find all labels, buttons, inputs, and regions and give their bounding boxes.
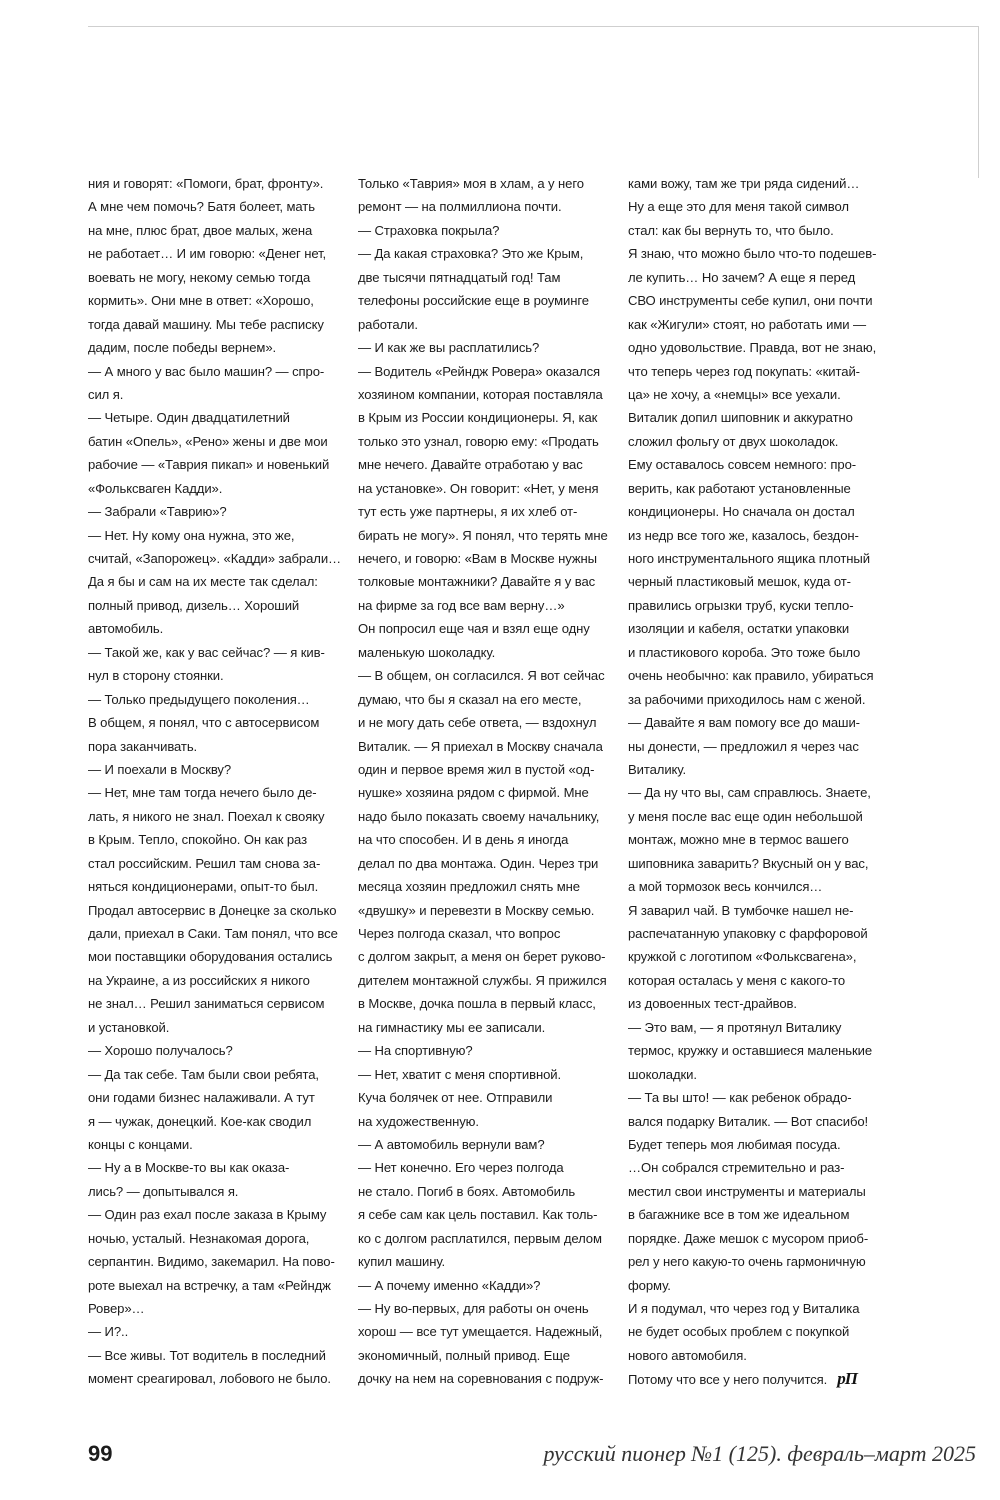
text-line: ного инструментального ящика плотный [628,551,870,566]
text-line: …Он собрался стремительно и раз- [628,1160,845,1176]
text-line: Он попросил еще чая и взял еще одну [358,621,590,637]
text-line: ле купить… Но зачем? А еще я перед [628,269,856,285]
text-line: «Фольксваген Кадди». [88,480,223,496]
text-line: А мне чем помочь? Батя болеет, мать [88,199,315,215]
text-line: пора заканчивать. [88,738,198,754]
text-line: — Да какая страховка? Это же Крым, [358,246,584,262]
text-line: считай, «Запорожец». «Кадди» забрали… [88,551,342,566]
text-column-2 [358,172,620,1391]
text-line: работали. [358,316,418,332]
text-line: рабочие — «Таврия пикап» и новенький [88,457,330,473]
text-line [628,1367,890,1390]
text-line: дадим, после победы вернем». [88,340,277,356]
text-line: Виталик. — Я приехал в Москву сначала [358,738,603,754]
text-line: стал российским. Решил там снова за- [88,855,321,871]
text-line: — Хорошо получалось? [88,1043,233,1059]
text-line: черный пластиковый мешок, куда от- [628,574,851,590]
text-line: и не могу дать себе ответа, — вздохнул [358,715,597,731]
text-line: и установкой. [88,1019,170,1035]
text-line: Будет теперь моя любимая посуда. [628,1136,841,1152]
text-line: за рабочими приходилось нам с женой. [628,691,866,707]
text-line: ремонт — на полмиллиона почти. [358,199,562,215]
text-line: автомобиль. [88,621,164,637]
text-line-content: Потому что все у него получится. [628,1372,828,1388]
text-line: Я заварил чай. В тумбочке нашел не- [628,902,854,918]
text-line: экономичный, полный привод. Еще [358,1347,570,1363]
text-line: Только «Таврия» моя в хлам, а у него [358,176,584,191]
text-line: Продал автосервис в Донецке за сколько [88,902,337,918]
text-line: — Такой же, как у вас сейчас? — я кив- [88,644,325,660]
text-line: на установке». Он говорит: «Нет, у меня [358,480,599,496]
text-line: которая осталась у меня с какого-то [628,972,846,988]
text-line: дали, приехал в Саки. Там понял, что все [88,926,338,941]
text-line: а мой тормозок весь кончился… [628,879,823,895]
text-line: — И как же вы расплатились? [358,340,540,356]
text-line: кондиционеры. Но сначала он достал [628,504,855,520]
text-line: стал: как бы вернуть то, что было. [628,222,834,238]
text-line: Я знаю, что можно было что-то подешев- [628,246,877,262]
text-line: — И поехали в Москву? [88,761,232,777]
text-line: няться кондиционерами, опыт-то был. [88,879,319,895]
text-line: хозяином компании, которая поставляла [358,386,603,402]
text-line: кружкой с логотипом «Фольксвагена», [628,949,857,965]
text-line: Виталик допил шиповник и аккуратно [628,410,853,426]
text-line: не стало. Погиб в боях. Автомобиль [358,1183,576,1199]
text-line: — Один раз ехал после заказа в Крыму [88,1207,327,1223]
text-line: ния и говорят: «Помоги, брат, фронту». [88,176,324,191]
text-line: — Ну а в Москве-то вы как оказа- [88,1160,290,1176]
text-line: в Крым из России кондиционеры. Я, как [358,410,598,426]
text-line: на гимнастику мы ее записали. [358,1019,546,1035]
text-line: СВО инструменты себе купил, они почти [628,293,873,309]
text-line: термос, кружку и оставшиеся маленькие [628,1043,873,1059]
text-line: одно удовольствие. Правда, вот не знаю, [628,340,877,356]
text-line: делал по два монтажа. Один. Через три [358,855,599,871]
text-line: — Давайте я вам помогу все до маши- [628,715,860,731]
text-line: и пластикового короба. Это тоже было [628,644,861,660]
text-line: Куча болячек от нее. Отправили [358,1090,553,1106]
text-line: момент среагировал, лобового не было. [88,1371,331,1387]
text-line: — На спортивную? [358,1043,473,1059]
text-line: Через полгода сказал, что вопрос [358,926,561,941]
text-line: из недр все того же, казалось, бездон- [628,527,859,543]
text-line: правились огрызки труб, куски тепло- [628,597,854,613]
text-line: что теперь через год покупать: «китай- [628,363,860,379]
text-line: распечатанную упаковку с фарфоровой [628,926,868,941]
text-line: изоляции и кабеля, остатки упаковки [628,621,850,637]
text-line: один и первое время жил в пустой «од- [358,761,595,777]
end-logo-mark: рП [837,1369,857,1389]
text-line: Ему оставалось совсем немного: про- [628,457,857,473]
text-line: тут есть уже партнеры, я их хлеб от- [358,504,578,520]
text-line: на мне, плюс брат, двое малых, жена [88,222,313,238]
text-line: думаю, что бы я сказал на его месте, [358,691,582,707]
text-line: монтаж, можно мне в термос вашего [628,832,849,848]
text-line: местил свои инструменты и материалы [628,1183,866,1199]
text-column-3 [628,172,890,1391]
text-line: — И?.. [88,1324,129,1340]
text-line: — Нет, хватит с меня спортивной. [358,1066,562,1082]
text-line: — А автомобиль вернули вам? [358,1136,545,1152]
text-line: на что способен. И в день я иногда [358,832,569,848]
text-line: «двушку» и перевезти в Москву семью. [358,902,595,918]
text-line: — Только предыдущего поколения… [88,691,310,707]
text-line: из довоенных тест-драйвов. [628,996,797,1012]
text-line: полный привод, дизель… Хороший [88,597,300,613]
text-line: в Крым. Тепло, спокойно. Он как раз [88,832,307,848]
text-line: мне нечего. Давайте отработаю у вас [358,457,583,473]
text-line: сил я. [88,386,124,402]
text-line: концы с концами. [88,1136,193,1152]
text-line: лись? — допытывался я. [88,1183,239,1199]
text-line: не будет особых проблем с покупкой [628,1324,850,1340]
text-line: у меня после вас еще один небольшой [628,808,863,824]
text-line: на художественную. [358,1113,479,1129]
text-line: мои поставщики оборудования остались [88,949,333,965]
text-line: толковые монтажники? Давайте я у вас [358,574,596,590]
text-line: как «Жигули» стоят, но работать ими — [628,316,867,332]
text-line: только это узнал, говорю ему: «Продать [358,433,599,449]
text-line: Ровер»… [88,1301,145,1316]
text-line: маленькую шоколадку. [358,644,496,660]
text-line: — А почему именно «Кадди»? [358,1277,541,1293]
text-line: — В общем, он согласился. Я вот сейчас [358,668,605,684]
text-line: — Все живы. Тот водитель в последний [88,1347,326,1363]
text-line: верить, как работают установленные [628,480,851,496]
text-line: я — чужак, донецкий. Кое-как сводил [88,1113,312,1129]
text-line: купил машину. [358,1254,446,1270]
text-column-1 [88,172,350,1391]
text-line: ца» не хочу, а «немцы» все уехали. [628,386,841,402]
text-line: хорош — все тут умещается. Надежный, [358,1324,603,1340]
side-rule [978,26,979,178]
text-line: шоколадки. [628,1066,697,1082]
text-line: нового автомобиля. [628,1347,747,1363]
text-line: надо было показать своему начальнику, [358,808,600,824]
text-line: лать, я никого не знал. Поехал к свояку [88,808,325,824]
text-line: нечего, и говорю: «Вам в Москве нужны [358,551,597,566]
text-line: форму. [628,1277,671,1293]
text-line: — А много у вас было машин? — спро- [88,363,325,379]
text-line: месяца хозяин предложил снять мне [358,879,580,895]
text-line: нушке» хозяина рядом с фирмой. Мне [358,785,589,801]
text-line: воевать не могу, некому семью тогда [88,269,311,285]
text-line: порядке. Даже мешок с мусором приоб- [628,1230,869,1246]
text-line: ны донести, — предложил я через час [628,738,859,754]
text-line: Ну а еще это для меня такой символ [628,199,849,215]
text-line: — Да так себе. Там были свои ребята, [88,1066,319,1082]
text-line: дителем монтажной службы. Я прижился [358,972,607,988]
text-line: тогда давай машину. Мы тебе расписку [88,316,324,332]
text-line: серпантин. Видимо, закемарил. На пово- [88,1254,335,1270]
text-line: — Та вы што! — как ребенок обрадо- [628,1090,852,1106]
text-line: — Ну во-первых, для работы он очень [358,1301,589,1316]
text-line: Да я бы и сам на их месте так сделал: [88,574,318,590]
text-line: не работает… И им говорю: «Денег нет, [88,246,327,262]
text-line: в багажнике все в том же идеальном [628,1207,850,1223]
text-line: две тысячи пятнадцатый год! Там [358,269,561,285]
text-line: — Четыре. Один двадцатилетний [88,410,290,426]
text-line: я себе сам как цель поставил. Как толь- [358,1207,598,1223]
magazine-title: русский пионер №1 (125). февраль–март 2025 [543,1441,976,1466]
text-line: дочку на нем на соревнования с подруж- [358,1371,604,1387]
text-line: на Украине, а из российских я никого [88,972,310,988]
text-line: — Да ну что вы, сам справлюсь. Знаете, [628,785,871,801]
text-line: батин «Опель», «Рено» жены и две мои [88,433,328,449]
text-line: бирать не могу». Я понял, что терять мне [358,527,608,543]
text-line: очень необычно: как правило, убираться [628,668,874,684]
text-line: ночью, усталый. Незнакомая дорога, [88,1230,310,1246]
text-line: В общем, я понял, что с автосервисом [88,715,320,731]
text-line: сложил фольгу от двух шоколадок. [628,433,839,449]
text-line: — Нет конечно. Его через полгода [358,1160,564,1176]
text-line: И я подумал, что через год у Виталика [628,1301,860,1316]
top-rule [88,26,979,27]
text-line: Виталику. [628,761,686,777]
text-line: на фирме за год все вам верну…» [358,597,565,613]
text-line: — Водитель «Рейндж Ровера» оказался [358,363,601,379]
text-line: — Забрали «Таврию»? [88,504,227,520]
text-line: рел у него какую-то очень гармоничную [628,1254,866,1270]
page-number: 99 [88,1441,113,1466]
text-line: они годами бизнес налаживали. А тут [88,1090,315,1106]
text-line: ко с долгом расплатился, первым делом [358,1230,602,1246]
text-line: — Страховка покрыла? [358,222,500,238]
text-line: в Москве, дочка пошла в первый класс, [358,996,596,1012]
text-line: кормить». Они мне в ответ: «Хорошо, [88,293,314,309]
text-line: роте выехал на встречку, а там «Рейндж [88,1277,331,1293]
text-line: ками вожу, там же три ряда сидений… [628,176,860,191]
text-line: телефоны российские еще в роуминге [358,293,589,309]
text-line: — Нет. Ну кому она нужна, это же, [88,527,295,543]
text-line: нул в сторону стоянки. [88,668,224,684]
text-line: не знал… Решил заниматься сервисом [88,996,325,1012]
text-line: с долгом закрыт, а меня он берет руково- [358,949,606,965]
text-line: вался подарку Виталик. — Вот спасибо! [628,1113,869,1129]
text-line: — Это вам, — я протянул Виталику [628,1019,842,1035]
text-line: — Нет, мне там тогда нечего было де- [88,785,317,801]
text-line: шиповника заварить? Вкусный он у вас, [628,855,869,871]
